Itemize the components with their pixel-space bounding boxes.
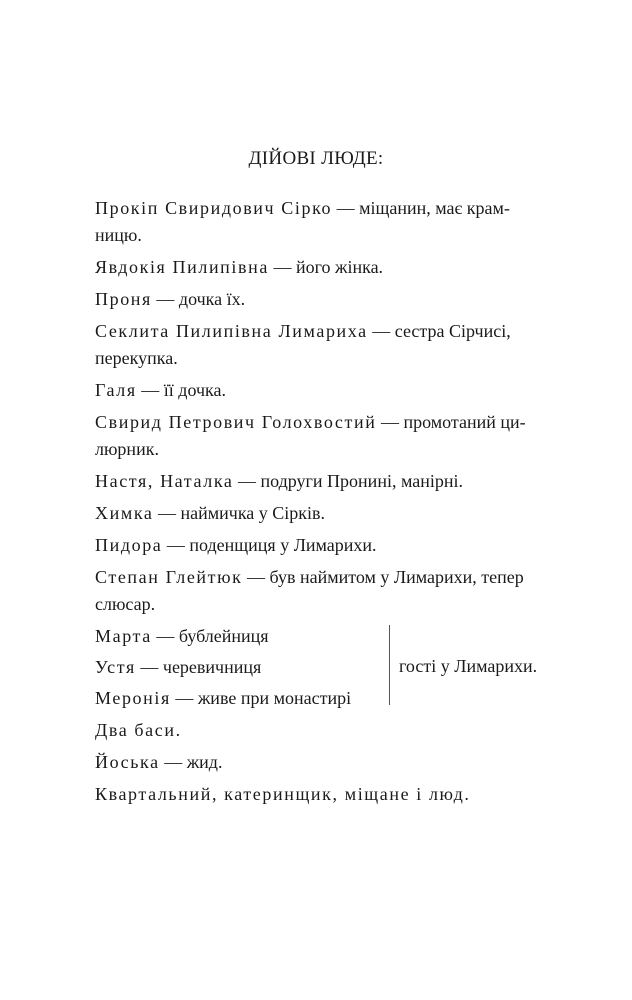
character-description-continued: перекупка. (95, 348, 178, 368)
character-name: Прокіп Свиридович Сірко (95, 198, 333, 218)
guest-description: — черевичниця (135, 657, 262, 677)
character-entry (95, 318, 581, 372)
character-description: — поденщиця у Лимарихи. (162, 535, 377, 555)
character-description: — жид. (159, 752, 223, 772)
character-entry (95, 409, 581, 463)
character-entry (95, 749, 581, 776)
character-entry (95, 377, 581, 404)
character-name: Явдокія Пилипівна (95, 257, 269, 277)
character-name: Степан Глейтюк (95, 567, 243, 587)
character-entry (95, 717, 581, 744)
character-description: — був наймитом у Лимарихи, тепер (242, 567, 524, 587)
character-description: — її дочка. (136, 380, 226, 400)
character-name: Йоська (95, 752, 160, 772)
character-name: Галя (95, 380, 137, 400)
character-entry (95, 468, 581, 495)
character-description: — міщанин, має крам- (332, 198, 510, 218)
character-entry (95, 195, 581, 249)
character-list (95, 195, 581, 813)
guest-entry (95, 623, 581, 650)
guest-name: Марта (95, 626, 152, 646)
character-entry (95, 532, 581, 559)
guests-group (95, 623, 581, 712)
character-entry (95, 781, 581, 808)
guest-entry (95, 685, 581, 712)
character-description-continued: слюсар. (95, 594, 156, 614)
guests-bracket-line (389, 625, 390, 705)
guest-name: Меронія (95, 688, 171, 708)
character-description: — його жінка. (268, 257, 384, 277)
character-name: Химка (95, 503, 154, 523)
character-entry (95, 500, 581, 527)
guests-note: гості у Лимарихи. (399, 656, 538, 676)
character-entry (95, 286, 581, 313)
character-description: — промотаний ци- (376, 412, 526, 432)
character-description-continued: ницю. (95, 225, 142, 245)
character-description: — наймичка у Сірків. (153, 503, 326, 523)
character-description: — подруги Пронині, манірні. (233, 471, 463, 491)
character-description: — дочка їх. (151, 289, 246, 309)
character-entry (95, 564, 581, 618)
character-description: — сестра Сірчисі, (367, 321, 511, 341)
character-name: Секлита Пилипівна Лимариха (95, 321, 368, 341)
page-title: ДІЙОВІ ЛЮДЕ: (248, 148, 384, 169)
character-name: Проня (95, 289, 152, 309)
character-name: Два баси. (95, 720, 182, 740)
character-description-continued: люрник. (95, 439, 159, 459)
character-entry (95, 254, 581, 281)
character-name: Квартальний, катеринщик, міщане і люд. (95, 784, 471, 804)
guest-name: Устя (95, 657, 136, 677)
character-name: Пидора (95, 535, 163, 555)
guest-description: — живе при монастирі (170, 688, 352, 708)
character-name: Свирид Петрович Голохвостий (95, 412, 377, 432)
character-name: Настя, Наталка (95, 471, 234, 491)
guest-description: — бублейниця (151, 626, 269, 646)
